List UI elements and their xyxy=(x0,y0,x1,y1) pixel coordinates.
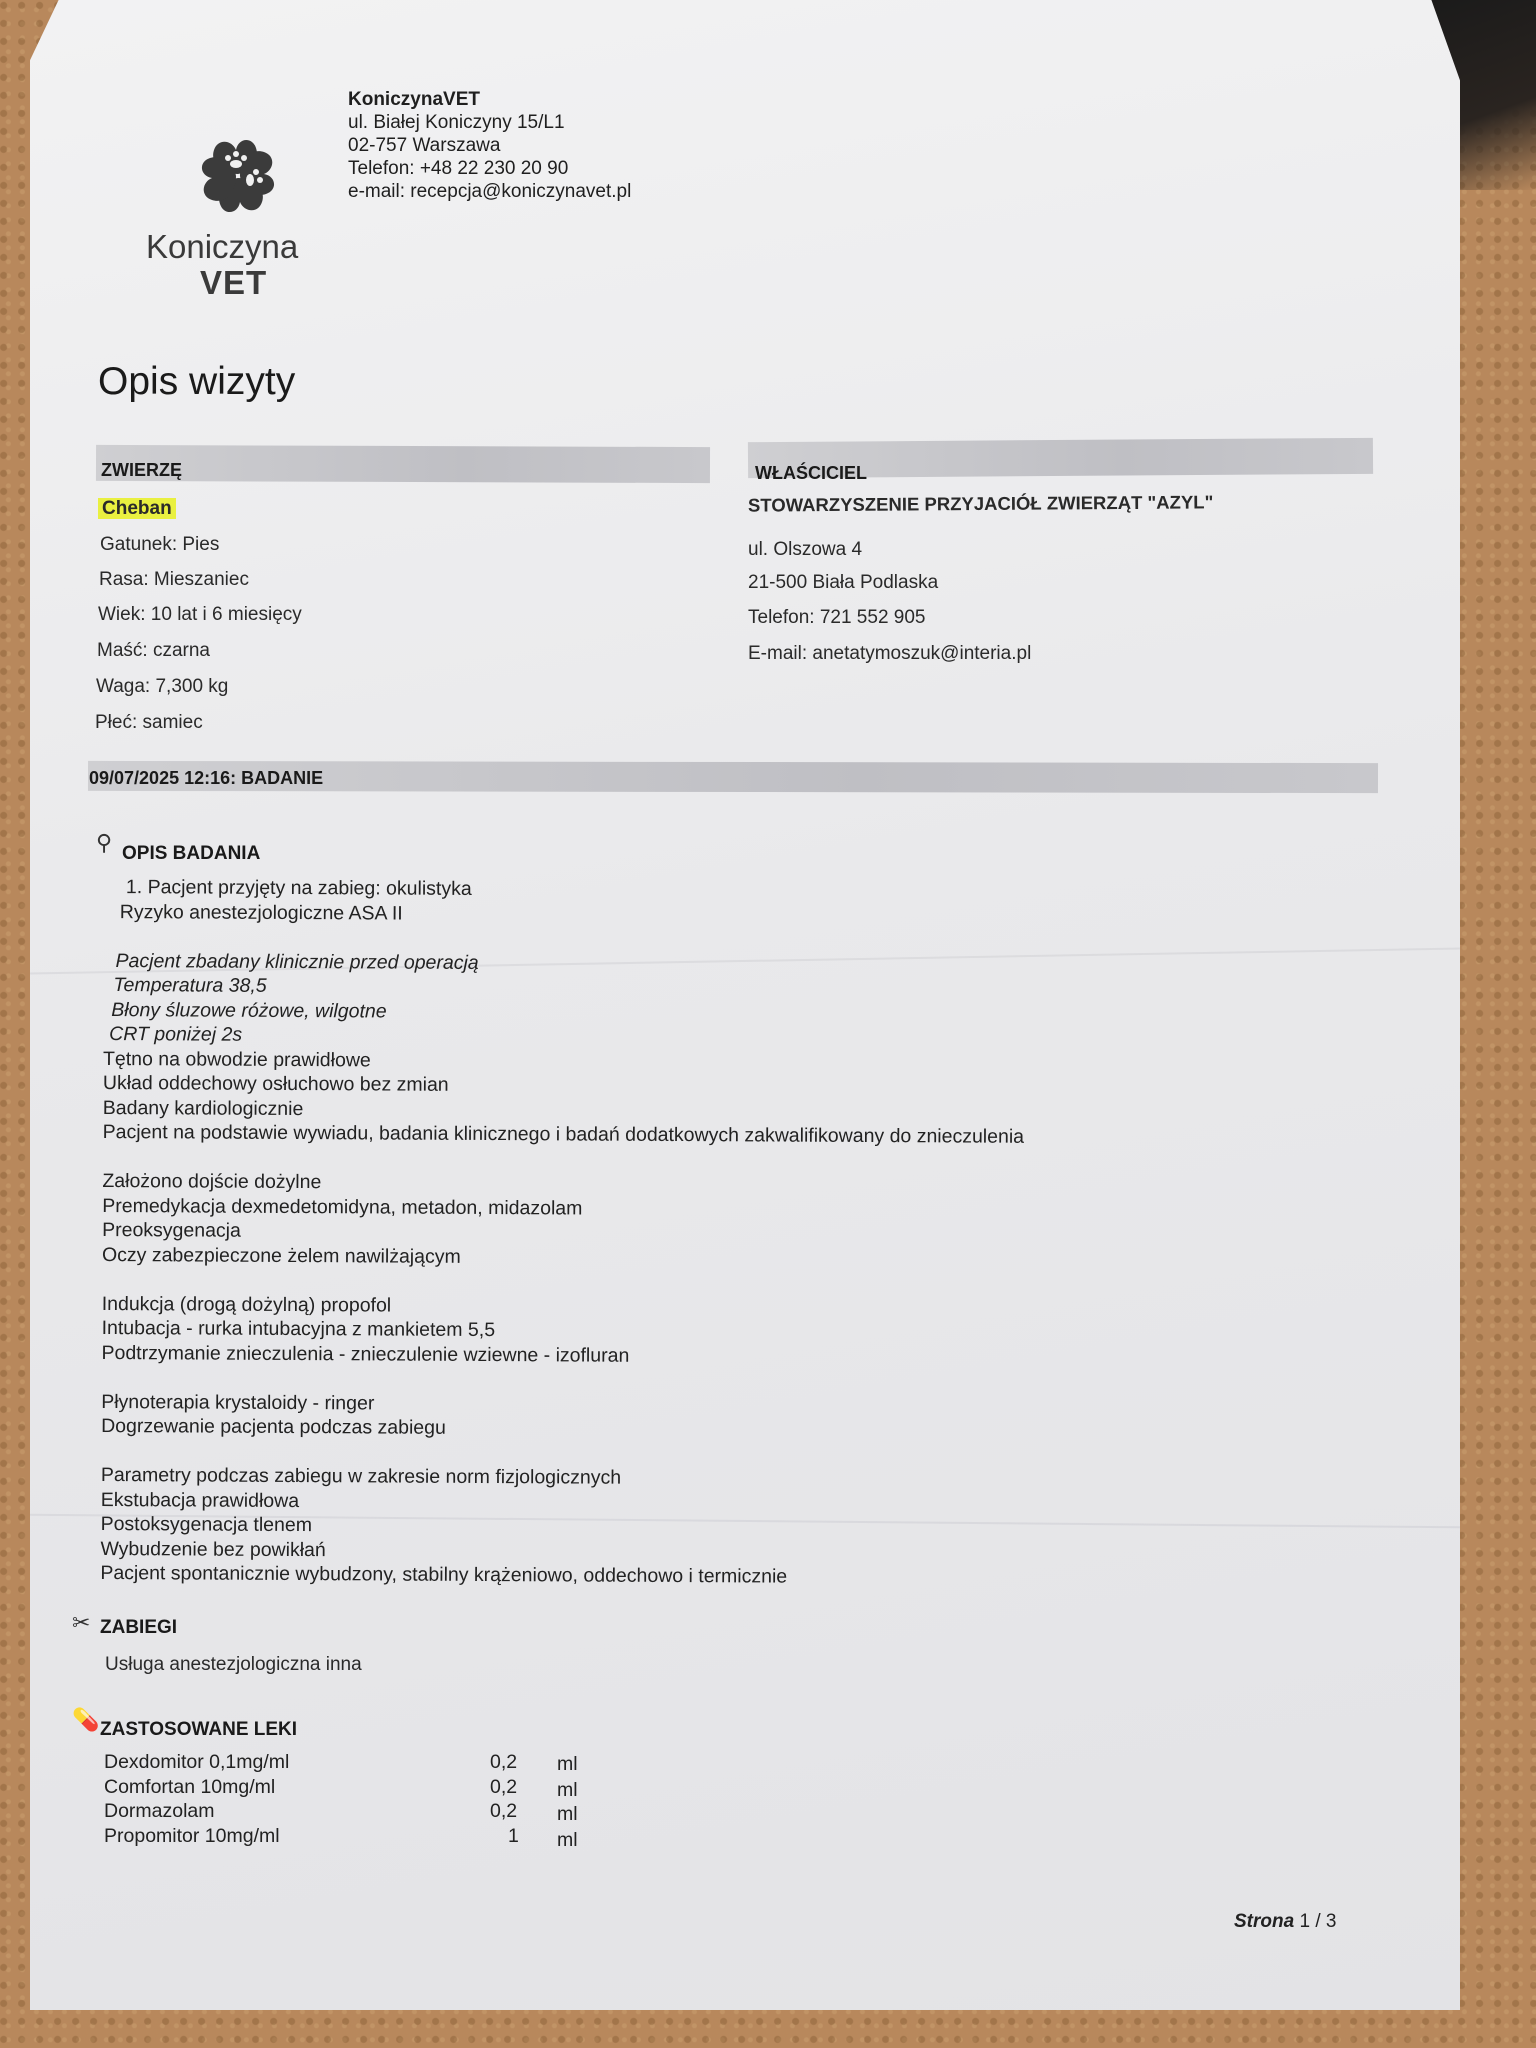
exam-line: Parametry podczas zabiegu w zakresie norm fizjologicznych xyxy=(100,1463,622,1489)
exam-line: 1. Pacjent przyjęty na zabieg: okulistyka xyxy=(125,876,472,900)
exam-line: Założono dojście dożylne xyxy=(102,1169,322,1194)
drug-row xyxy=(104,1750,604,1775)
exam-description xyxy=(100,875,1025,1590)
drug-unit: ml xyxy=(557,1753,578,1775)
drug-amount: 0,2 xyxy=(490,1751,518,1773)
exam-line: Tętno na obwodzie prawidłowe xyxy=(102,1047,371,1071)
drugs-table xyxy=(104,1750,604,1851)
clinic-phone: Telefon: +48 22 230 20 90 xyxy=(348,158,569,179)
exam-line: Pacjent spontanicznie wybudzony, stabilny krążeniowo, oddechowo i termicznie xyxy=(100,1561,788,1588)
exam-line: Podtrzymanie znieczulenia - znieczulenie wziewne - izofluran xyxy=(101,1341,630,1367)
exam-line: Badany kardiologicznie xyxy=(102,1096,304,1120)
exam-line: Błony śluzowe różowe, wilgotne xyxy=(111,998,387,1022)
page-title: Opis wizyty xyxy=(98,360,296,403)
animal-weight: Waga: 7,300 kg xyxy=(96,676,229,697)
logo-text-vet: VET xyxy=(200,264,268,301)
exam-line: Premedykacja dexmedetomidyna, metadon, midazolam xyxy=(102,1194,583,1220)
drug-name: Dexdomitor 0,1mg/ml xyxy=(104,1751,290,1773)
clinic-address: ul. Białej Koniczyny 15/L1 xyxy=(348,112,565,133)
exam-line: Wybudzenie bez powikłań xyxy=(100,1537,326,1561)
page-current: 1 xyxy=(1299,1911,1311,1932)
animal-species: Gatunek: Pies xyxy=(100,534,220,555)
animal-color: Maść: czarna xyxy=(97,640,210,661)
drug-unit: ml xyxy=(557,1778,578,1801)
exam-line: Ryzyko anestezjologiczne ASA II xyxy=(119,900,403,925)
animal-name: Cheban xyxy=(98,498,176,519)
owner-header: WŁAŚCICIEL xyxy=(755,463,867,483)
exam-line: Płynoterapia krystaloidy - ringer xyxy=(101,1390,375,1414)
exam-line: Oczy zabezpieczone żelem nawilżającym xyxy=(101,1243,461,1268)
exam-line: CRT poniżej 2s xyxy=(109,1023,243,1046)
animal-header: ZWIERZĘ xyxy=(101,460,182,480)
owner-city: 21-500 Biała Podlaska xyxy=(748,572,939,593)
clover-paw-icon xyxy=(190,128,286,224)
page-number xyxy=(1234,1911,1336,1933)
exam-line: Preoksygenacja xyxy=(102,1218,241,1242)
owner-name: STOWARZYSZENIE PRZYJACIÓŁ ZWIERZĄT "AZYL" xyxy=(747,491,1214,516)
drug-name: Dormazolam xyxy=(104,1800,215,1822)
clinic-name: KoniczynaVET xyxy=(348,89,480,110)
drug-name: Comfortan 10mg/ml xyxy=(104,1775,276,1798)
drugs-header: ZASTOSOWANE LEKI xyxy=(100,1719,298,1740)
procedures-header: ZABIEGI xyxy=(100,1617,178,1638)
exam-line: Dogrzewanie pacjenta podczas zabiegu xyxy=(101,1414,446,1439)
exam-line: Układ oddechowy osłuchowo bez zmian xyxy=(102,1071,449,1096)
owner-address: ul. Olszowa 4 xyxy=(748,539,863,560)
clinic-email: e-mail: recepcja@koniczynavet.pl xyxy=(348,181,632,202)
exam-line: Pacjent na podstawie wywiadu, badania klinicznego i badań dodatkowych zakwalifikowany do znieczulenia xyxy=(102,1120,1025,1148)
owner-phone: Telefon: 721 552 905 xyxy=(748,607,926,628)
scissors-icon: ✂ xyxy=(72,1610,91,1635)
page-total: / 3 xyxy=(1315,1911,1337,1932)
pill-icon: 💊 xyxy=(72,1707,100,1732)
stethoscope-icon: ⚲ xyxy=(96,830,113,855)
owner-email: E-mail: anetatymoszuk@interia.pl xyxy=(748,643,1032,664)
exam-line: Intubacja - rurka intubacyjna z mankietem 5,5 xyxy=(101,1316,496,1342)
drug-unit: ml xyxy=(557,1803,578,1825)
page-label: Strona xyxy=(1234,1911,1295,1932)
drug-amount: 1 xyxy=(508,1824,519,1847)
logo-text-koniczyna: Koniczyna xyxy=(146,228,299,265)
drug-name: Propomitor 10mg/ml xyxy=(104,1824,280,1847)
procedure-item: Usługa anestezjologiczna inna xyxy=(105,1654,362,1675)
visit-header: 09/07/2025 12:16: BADANIE xyxy=(89,768,324,788)
drug-row xyxy=(104,1824,604,1849)
exam-header: OPIS BADANIA xyxy=(122,843,261,864)
exam-line: Postoksygenacja tlenem xyxy=(100,1512,313,1537)
exam-line: Temperatura 38,5 xyxy=(113,974,267,997)
clinic-info xyxy=(348,88,631,203)
drug-row xyxy=(104,1799,604,1824)
animal-breed: Rasa: Mieszaniec xyxy=(99,569,249,590)
animal-sex: Płeć: samiec xyxy=(95,712,203,733)
exam-line: Ekstubacja prawidłowa xyxy=(100,1488,300,1512)
animal-age: Wiek: 10 lat i 6 miesięcy xyxy=(98,604,302,625)
exam-line: Indukcja (drogą dożylną) propofol xyxy=(101,1292,392,1317)
drug-row xyxy=(104,1775,604,1800)
drug-amount: 0,2 xyxy=(490,1800,518,1822)
animal-header-bar xyxy=(96,445,710,483)
clinic-city: 02-757 Warszawa xyxy=(348,135,501,156)
drug-unit: ml xyxy=(557,1828,578,1851)
exam-line: Pacjent zbadany klinicznie przed operacją xyxy=(115,949,479,974)
drug-amount: 0,2 xyxy=(490,1775,518,1798)
